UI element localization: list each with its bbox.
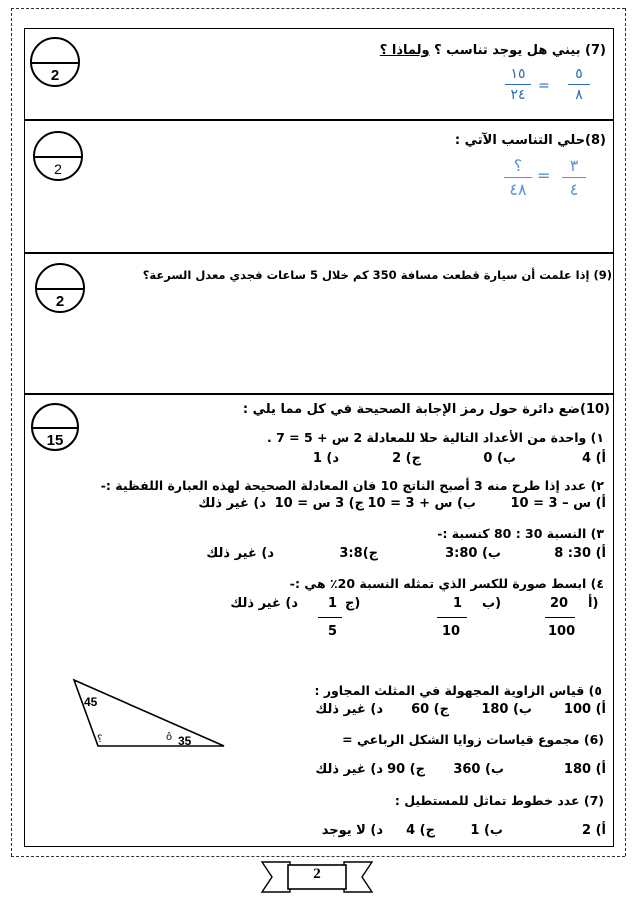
denominator: ٤ — [569, 180, 579, 199]
q7-equals: = — [538, 78, 550, 94]
q10-item2-option-b[interactable]: ب) س + 3 = 10 — [367, 496, 476, 511]
denominator: ٤٨ — [509, 180, 527, 199]
q10-item4-option-b-label[interactable]: ب) — [482, 596, 502, 611]
triangle-angle-45: 45 — [84, 695, 98, 709]
score-circle-q8 — [33, 131, 83, 181]
score-circle-q10 — [31, 403, 79, 451]
triangle-angle-35: 35 — [178, 734, 192, 748]
score-circle-q7 — [30, 37, 80, 87]
score-circle-q9 — [35, 263, 85, 313]
q10-item4-option-a-label[interactable]: أ) — [588, 596, 599, 611]
q10-item7-option-a[interactable]: أ) 2 — [582, 823, 606, 838]
numerator: ؟ — [513, 156, 523, 175]
q10-item2-option-a[interactable]: أ) س – 3 = 10 — [510, 496, 606, 511]
q10-item4-option-c-numerator: 1 — [328, 596, 338, 611]
q10-item5-option-a[interactable]: أ) 100 — [563, 702, 606, 717]
triangle-angle-mark: ô — [166, 732, 173, 743]
q10-item5-option-c[interactable]: ج) 60 — [411, 702, 449, 717]
q10-item3-option-a[interactable]: أ) 30: 8 — [554, 546, 606, 561]
page-border-bottom — [11, 856, 625, 857]
q10-item6-option-a[interactable]: أ) 180 — [563, 762, 606, 777]
q10-item7-option-b[interactable]: ب) 1 — [470, 823, 503, 838]
q7-fraction-right — [568, 66, 590, 103]
q10-item1-text: ١) واحدة من الأعداد التالية حلا للمعادلة 2 س + 5 = 7 . — [267, 430, 604, 445]
q7-title — [380, 43, 606, 58]
divider-7-8 — [24, 119, 614, 121]
q10-item7-text: (7) عدد خطوط تماثل للمستطيل : — [394, 793, 604, 808]
page-border-left — [11, 8, 12, 856]
q9-title: (9) إذا علمت أن سيارة قطعت مسافة 350 كم خلال 5 ساعات فجدي معدل السرعة؟ — [142, 268, 612, 282]
numerator: ٥ — [575, 66, 583, 82]
q10-item4-option-b-denominator: 10 — [442, 624, 461, 639]
q10-item2-option-d[interactable]: د) غير ذلك — [198, 496, 266, 511]
q10-item4-option-a-fraction-bar — [545, 617, 575, 618]
q8-fraction-right — [562, 156, 586, 199]
triangle-figure — [68, 676, 228, 750]
q10-item3-option-c[interactable]: ج)3:8 — [339, 546, 378, 561]
q10-item4-option-b-fraction-bar — [437, 617, 467, 618]
q10-item6-option-d[interactable]: د) غير ذلك — [315, 762, 383, 777]
q10-item4-option-c-fraction-bar — [318, 617, 342, 618]
q10-item6-option-b[interactable]: ب) 360 — [453, 762, 504, 777]
divider-9-10 — [24, 393, 614, 395]
numerator: ١٥ — [510, 66, 526, 82]
score-value: 2 — [50, 67, 60, 84]
q8-equals: = — [537, 166, 551, 185]
q10-item1-option-d[interactable]: د) 1 — [312, 451, 339, 466]
q10-item4-option-a-denominator: 100 — [548, 624, 576, 639]
q10-item3-option-d[interactable]: د) غير ذلك — [206, 546, 274, 561]
score-value: 15 — [46, 432, 64, 449]
q10-item7-option-d[interactable]: د) لا يوجد — [321, 823, 383, 838]
q10-item7-option-c[interactable]: ج) 4 — [406, 823, 435, 838]
q10-item6-text: (6) مجموع قياسات زوايا الشكل الرباعي = — [342, 732, 604, 747]
q10-item4-option-a-numerator: 20 — [550, 596, 569, 611]
q10-item2-option-c[interactable]: ج) 3 س = 10 — [274, 496, 364, 511]
q10-item3-option-b[interactable]: ب) 3:80 — [445, 546, 501, 561]
q10-item4-option-b-numerator: 1 — [453, 596, 463, 611]
q10-item5-option-d[interactable]: د) غير ذلك — [315, 702, 383, 717]
denominator: ٢٤ — [510, 87, 526, 103]
score-value: 2 — [54, 161, 62, 177]
q10-item4-text: ٤) ابسط صورة للكسر الذي تمثله النسبة 20٪ هي :- — [289, 576, 604, 591]
q10-item4-option-c-label[interactable]: ج) — [345, 596, 361, 611]
q10-item6-option-c[interactable]: ج) 90 — [387, 762, 425, 777]
q7-fraction-left — [505, 66, 531, 103]
q10-item1-option-b[interactable]: ب) 0 — [483, 451, 516, 466]
q10-item2-text: ٢) عدد إذا طرح منه 3 أصبح الناتج 10 فان المعادلة الصحيحة لهذه العبارة اللفظية :- — [100, 478, 604, 493]
q7-why: ولماذا ؟ — [379, 43, 430, 58]
q8-fraction-left — [504, 156, 532, 199]
page-border-top — [11, 8, 625, 9]
q8-title: (8)حلي التناسب الآتي : — [454, 133, 606, 148]
denominator: ٨ — [575, 87, 583, 103]
numerator: ٣ — [569, 156, 579, 175]
page-number: 2 — [313, 866, 321, 882]
triangle-unknown-angle: ؟ — [97, 734, 103, 745]
q10-title: (10)ضع دائرة حول رمز الإجابة الصحيحة في كل مما يلي : — [242, 402, 610, 417]
q10-item1-option-a[interactable]: أ) 4 — [582, 451, 606, 466]
score-value: 2 — [55, 293, 65, 310]
q10-item1-option-c[interactable]: ج) 2 — [392, 451, 421, 466]
q10-item4-option-d[interactable]: د) غير ذلك — [230, 596, 298, 611]
divider-8-9 — [24, 252, 614, 254]
page-border-right — [625, 8, 626, 856]
q10-item3-text: ٣) النسبة 30 : 80 كنسبة :- — [437, 526, 604, 541]
q10-item5-text: ٥) قياس الزاوية المجهولة في المثلث المجاور : — [314, 683, 602, 698]
q10-item5-option-b[interactable]: ب) 180 — [481, 702, 532, 717]
q10-item4-option-c-denominator: 5 — [328, 624, 338, 639]
q7-prompt: (7) بيني هل يوجد تناسب ؟ — [429, 43, 606, 58]
